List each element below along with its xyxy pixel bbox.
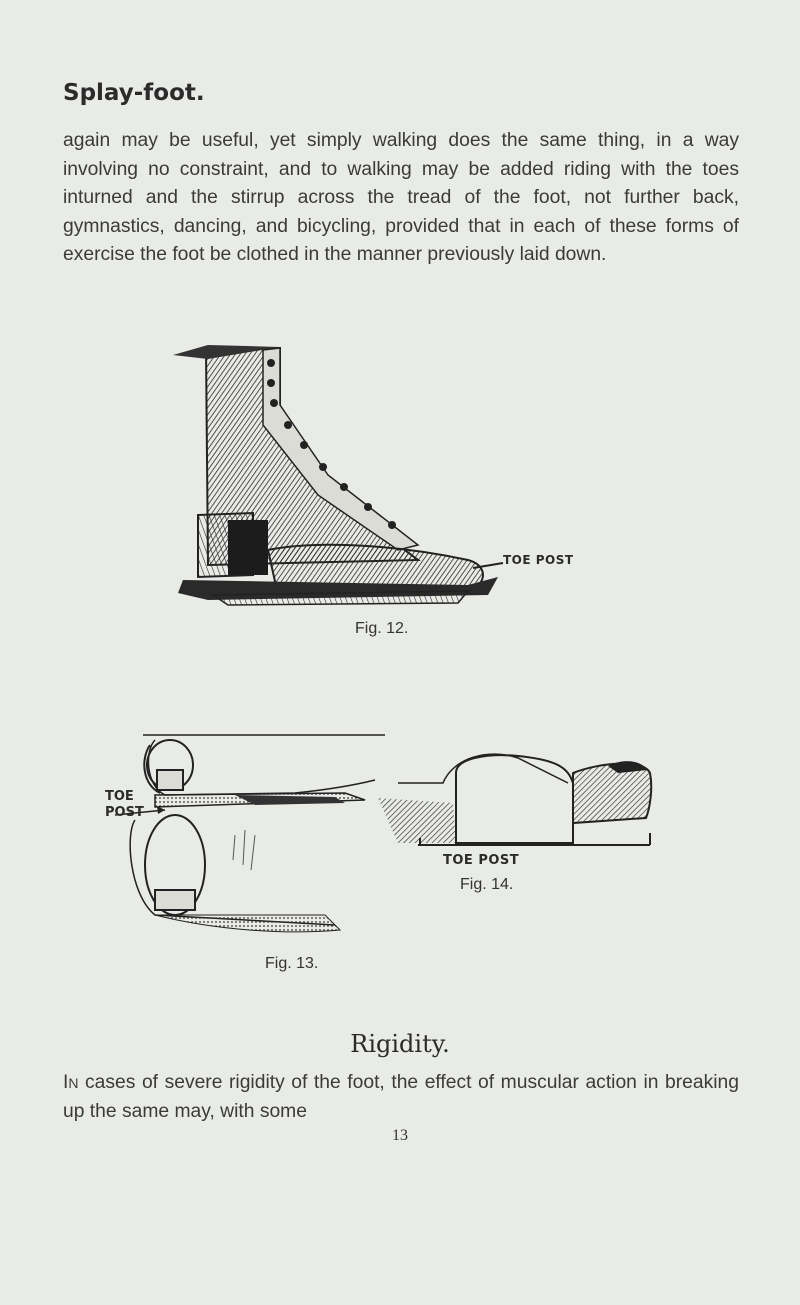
toe-post-label-fig14: TOE POST — [443, 853, 520, 868]
figure-14-caption: Fig. 14. — [460, 876, 514, 893]
figure-13-caption: Fig. 13. — [265, 955, 319, 972]
figure-12-caption: Fig. 12. — [355, 620, 409, 637]
section-heading: Rigidity. — [350, 1030, 450, 1058]
boot-illustration — [168, 345, 508, 610]
toe-post-label-fig12: TOE POST — [503, 553, 574, 567]
page-header: Splay-foot. — [63, 80, 205, 106]
page-number: 13 — [392, 1127, 408, 1144]
body-paragraph: again may be useful, yet simply walking does the same thing, in a way involving no constraint, and to walking may be added riding with the toes inturned and the stirrup across the tread of the foot, not further back, gymnastics, dancing, and bicycling, provided that in each of these forms of exercise the foot be clothed in the manner previously laid down. — [63, 130, 739, 265]
toe-post-footprint-illustration — [95, 725, 415, 950]
toe-post-label-fig13: TOE POST — [105, 789, 144, 820]
toe-post-section-illustration — [368, 748, 658, 858]
body-paragraph-2: In cases of severe rigidity of the foot, the effect of muscular action in breaking up the same may, with some — [63, 1072, 739, 1122]
